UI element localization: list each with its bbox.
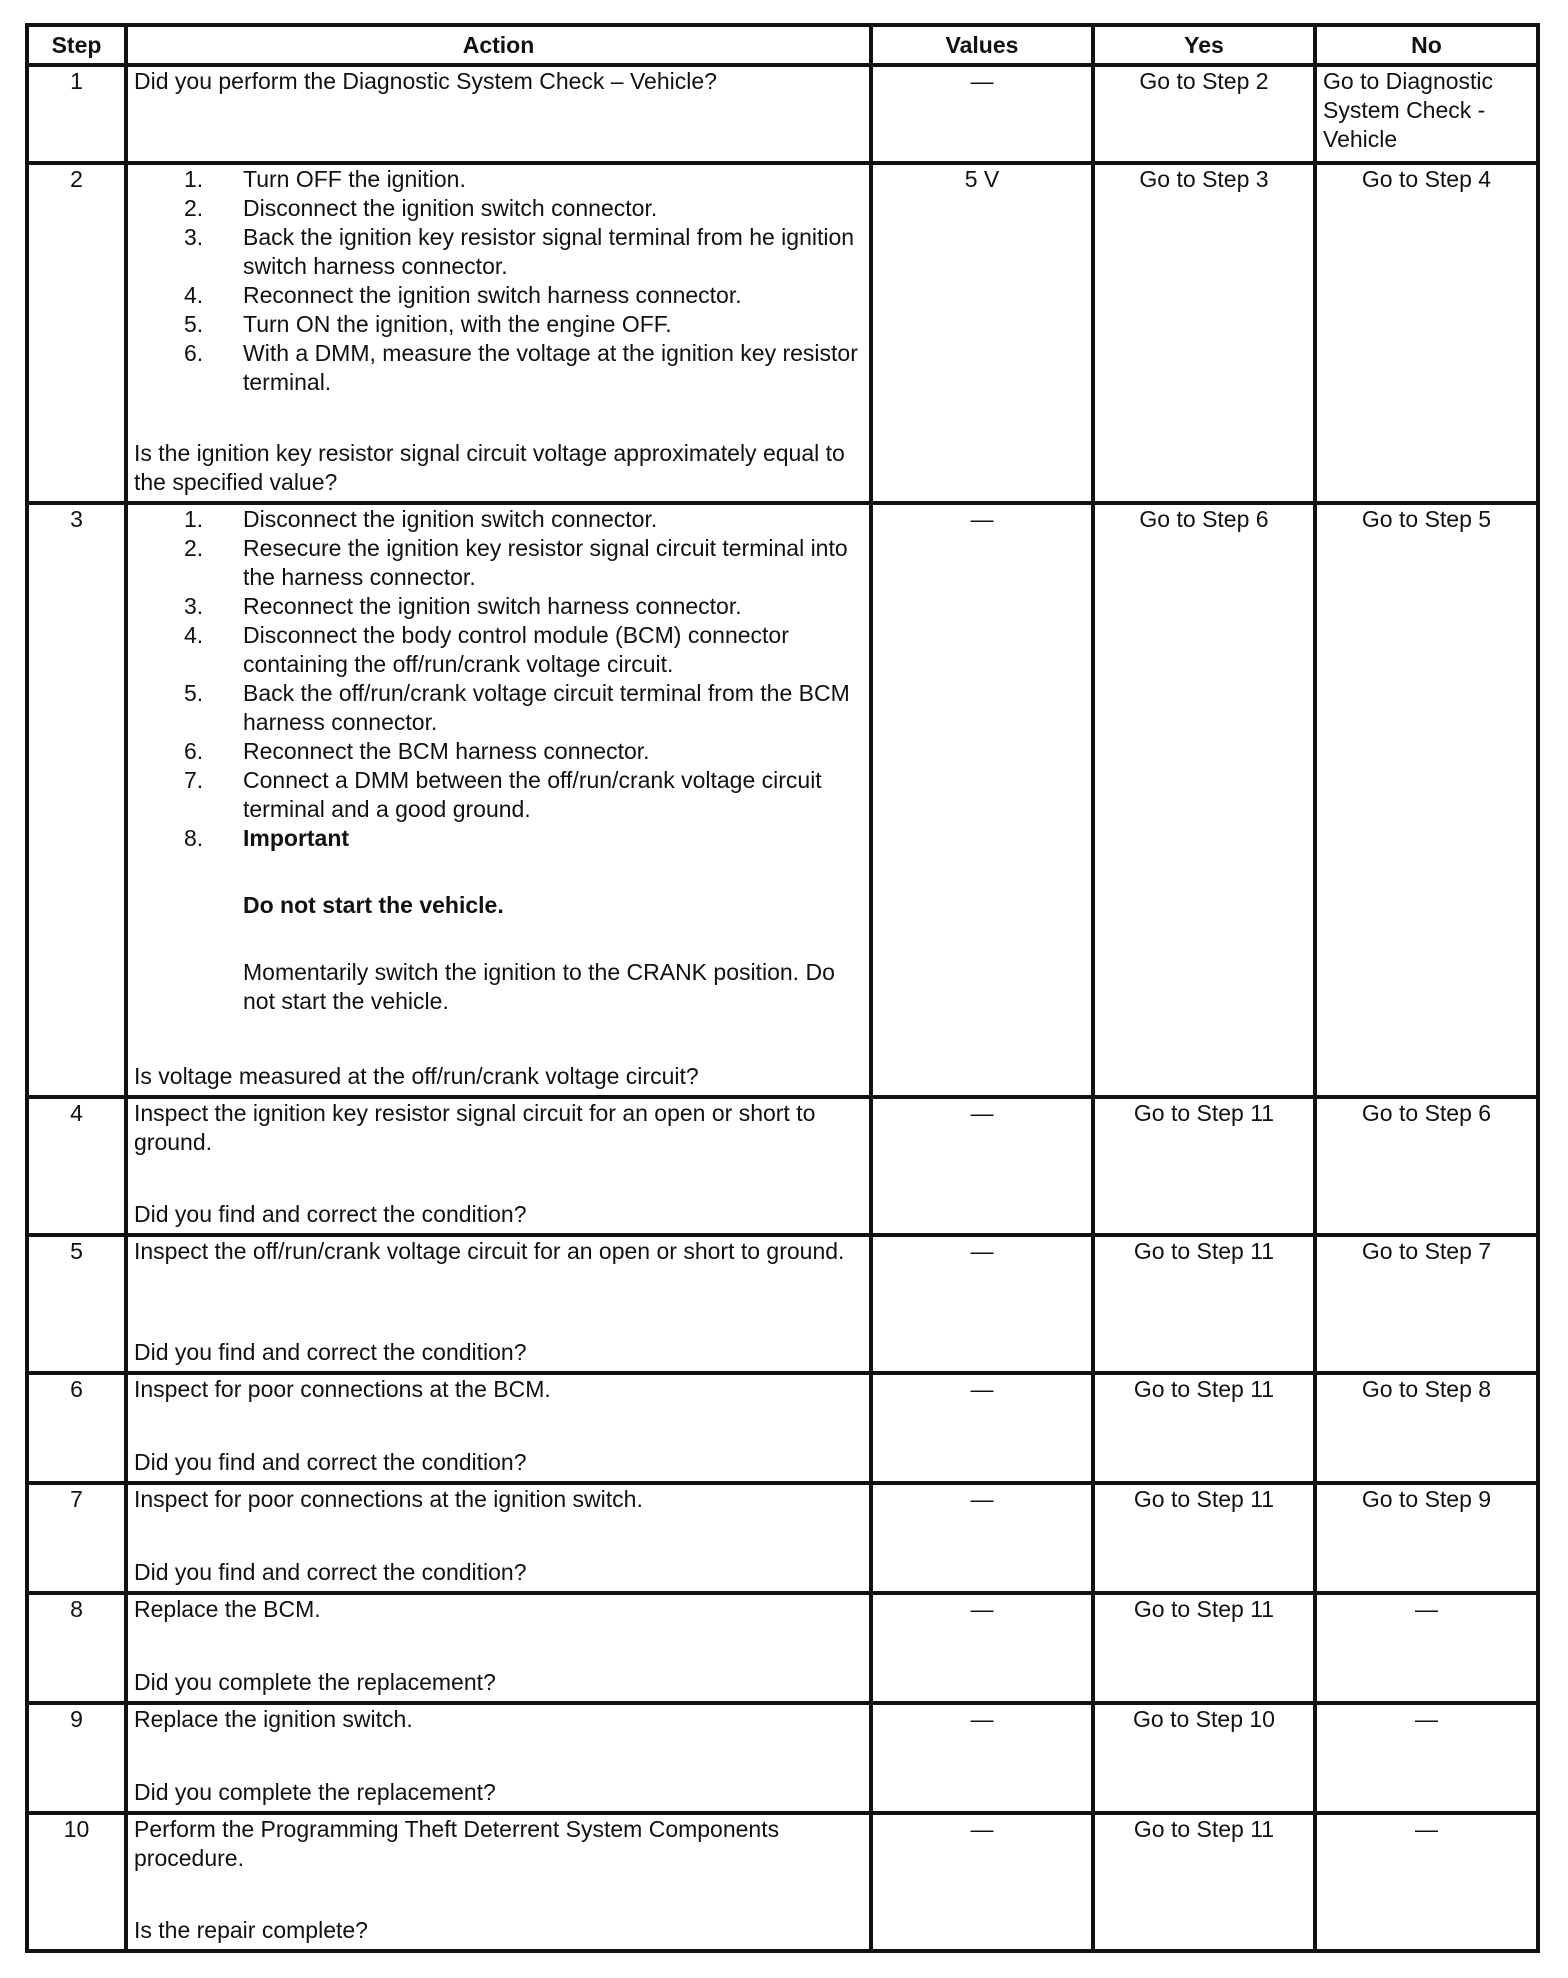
value-cell: — [871,1373,1093,1483]
no-cell: Go to Step 9 [1315,1483,1538,1593]
yes-cell: Go to Step 11 [1093,1235,1315,1373]
header-yes: Yes [1093,25,1315,65]
table-row [27,65,1538,163]
action-steps-list [134,165,863,397]
no-cell: — [1315,1703,1538,1813]
value-cell: — [871,1097,1093,1235]
list-item: 4. Disconnect the body control module (BCM) connector containing the off/run/crank voltage circuit. [184,622,789,677]
diagnostic-table-container [25,23,1540,1953]
yes-cell: Go to Step 10 [1093,1703,1315,1813]
action-text: Inspect for poor connections at the BCM. [134,1376,551,1402]
header-values: Values [871,25,1093,65]
action-cell [126,1813,871,1951]
question-text: Did you find and correct the condition? [134,1559,527,1585]
crank-note: Momentarily switch the ignition to the CRANK position. Do not start the vehicle. [243,959,835,1014]
list-item: 3. Back the ignition key resistor signal terminal from he ignition switch harness connector. [184,224,855,279]
action-text: Replace the BCM. [134,1596,321,1622]
action-cell [126,1373,871,1483]
table-row [27,163,1538,503]
header-row [27,25,1538,65]
important-note: Do not start the vehicle. [243,892,504,918]
no-cell: Go to Step 7 [1315,1235,1538,1373]
value-cell: — [871,65,1093,163]
value-cell: — [871,1813,1093,1951]
action-text: Replace the ignition switch. [134,1706,413,1732]
yes-cell: Go to Step 2 [1093,65,1315,163]
action-text: Perform the Programming Theft Deterrent System Components procedure. [134,1816,780,1871]
yes-cell: Go to Step 11 [1093,1373,1315,1483]
yes-cell: Go to Step 11 [1093,1097,1315,1235]
value-cell: — [871,1593,1093,1703]
table-row [27,1097,1538,1235]
table-row [27,1593,1538,1703]
list-item: 1. Disconnect the ignition switch connector. [184,506,658,532]
value-cell: 5 V [871,163,1093,503]
header-no: No [1315,25,1538,65]
yes-cell: Go to Step 11 [1093,1813,1315,1951]
question-text: Did you find and correct the condition? [134,1339,527,1365]
no-cell: Go to Step 5 [1315,503,1538,1097]
table-row [27,1373,1538,1483]
action-text: Did you perform the Diagnostic System Check – Vehicle? [134,68,717,94]
header-action: Action [126,25,871,65]
list-item: 3. Reconnect the ignition switch harness connector. [184,593,742,619]
list-item: 8. Important [184,825,350,851]
table-row [27,1483,1538,1593]
yes-cell: Go to Step 11 [1093,1483,1315,1593]
yes-cell: Go to Step 11 [1093,1593,1315,1703]
step-number: 10 [27,1813,126,1951]
no-cell: Go to Diagnostic System Check - Vehicle [1315,65,1538,163]
list-item: 5. Back the off/run/crank voltage circuit terminal from the BCM harness connector. [184,680,850,735]
table-row [27,1235,1538,1373]
question-text: Did you find and correct the condition? [134,1449,527,1475]
no-cell: — [1315,1593,1538,1703]
list-item: 6. Reconnect the BCM harness connector. [184,738,650,764]
action-cell [126,1703,871,1813]
step-number: 2 [27,163,126,503]
list-item: 4. Reconnect the ignition switch harness connector. [184,282,742,308]
list-item: 5. Turn ON the ignition, with the engine OFF. [184,311,672,337]
question-text: Did you find and correct the condition? [134,1201,527,1227]
action-steps-list [134,505,863,853]
step-number: 1 [27,65,126,163]
action-cell [126,65,871,163]
action-cell [126,1097,871,1235]
value-cell: — [871,1235,1093,1373]
no-cell: Go to Step 4 [1315,163,1538,503]
question-text: Did you complete the replacement? [134,1669,496,1695]
list-item: 2. Resecure the ignition key resistor signal circuit terminal into the harness connector. [184,535,848,590]
question-text: Is the repair complete? [134,1917,368,1943]
step-number: 5 [27,1235,126,1373]
step-number: 3 [27,503,126,1097]
action-text: Inspect the off/run/crank voltage circuit for an open or short to ground. [134,1238,845,1264]
diagnostic-table [25,23,1540,1953]
table-row [27,1703,1538,1813]
no-cell: Go to Step 6 [1315,1097,1538,1235]
action-text: Inspect for poor connections at the ignition switch. [134,1486,643,1512]
step-number: 6 [27,1373,126,1483]
question-text: Did you complete the replacement? [134,1779,496,1805]
no-cell: — [1315,1813,1538,1951]
action-cell [126,503,871,1097]
value-cell: — [871,1703,1093,1813]
list-item: 1. Turn OFF the ignition. [184,166,466,192]
step-number: 9 [27,1703,126,1813]
step-number: 7 [27,1483,126,1593]
yes-cell: Go to Step 3 [1093,163,1315,503]
action-text: Inspect the ignition key resistor signal circuit for an open or short to ground. [134,1100,816,1155]
action-cell [126,163,871,503]
value-cell: — [871,1483,1093,1593]
action-cell [126,1483,871,1593]
action-cell [126,1235,871,1373]
list-item: 2. Disconnect the ignition switch connector. [184,195,658,221]
header-step: Step [27,25,126,65]
step-number: 4 [27,1097,126,1235]
question-text: Is the ignition key resistor signal circuit voltage approximately equal to the specified value? [134,440,845,495]
value-cell: — [871,503,1093,1097]
yes-cell: Go to Step 6 [1093,503,1315,1097]
no-cell: Go to Step 8 [1315,1373,1538,1483]
action-cell [126,1593,871,1703]
list-item: 6. With a DMM, measure the voltage at the ignition key resistor terminal. [184,340,858,395]
question-text: Is voltage measured at the off/run/crank voltage circuit? [134,1063,699,1089]
table-row [27,1813,1538,1951]
list-item: 7. Connect a DMM between the off/run/crank voltage circuit terminal and a good ground. [184,767,822,822]
step-number: 8 [27,1593,126,1703]
table-row [27,503,1538,1097]
